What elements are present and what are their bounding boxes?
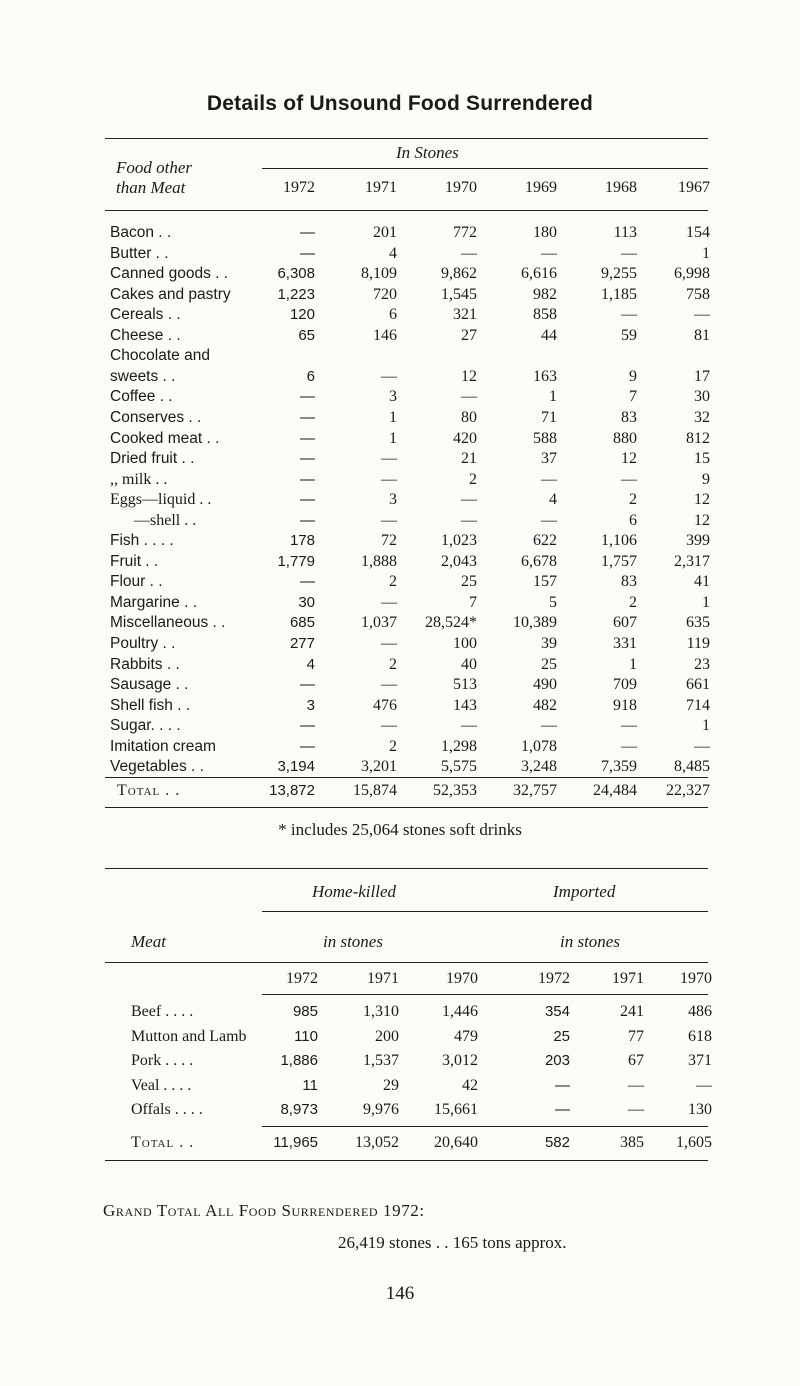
table-cell: 982 (533, 286, 557, 303)
total-cell: 24,484 (593, 782, 637, 799)
table-cell: 8,485 (674, 758, 710, 775)
table-cell: 23 (694, 656, 710, 673)
table-cell: 2 (389, 573, 397, 590)
table-cell: 1,446 (442, 1003, 478, 1020)
table-cell: — (628, 1101, 644, 1118)
table-cell: 1,545 (441, 286, 477, 303)
total-cell: 22,327 (666, 782, 710, 799)
table-cell: 9 (702, 471, 710, 488)
table-cell: 588 (533, 430, 557, 447)
table1-group-header: In Stones (396, 143, 459, 162)
table2-group-rule (262, 911, 708, 912)
table-cell: — (621, 471, 637, 488)
table-cell: 1 (702, 245, 710, 262)
table-cell: 7 (469, 594, 477, 611)
table-cell: 277 (289, 635, 315, 652)
row-label: Cheese . . (110, 327, 181, 344)
table-cell: 714 (686, 697, 710, 714)
table-cell: — (696, 1077, 712, 1094)
row-label: Vegetables . . (110, 758, 204, 775)
table1-year-header: 1970 (445, 179, 477, 196)
table-cell: — (461, 388, 477, 405)
table-cell: 15 (694, 450, 710, 467)
table-cell: 9,255 (601, 265, 637, 282)
table-cell: 482 (533, 697, 557, 714)
table-cell: 2 (629, 594, 637, 611)
table2-imported-header: Imported (553, 882, 616, 901)
table-cell: 3 (389, 388, 397, 405)
table-cell: — (555, 1077, 570, 1094)
table-cell: — (300, 471, 315, 488)
table-cell: 1 (389, 409, 397, 426)
table-cell: 1,886 (280, 1052, 318, 1069)
table2-total-rule (262, 1126, 708, 1127)
table-cell: 4 (549, 491, 557, 508)
grand-total-line2: 26,419 stones . . 165 tons approx. (338, 1233, 567, 1252)
row-label: Dried fruit . . (110, 450, 195, 467)
table-cell: 8,973 (280, 1101, 318, 1118)
table-cell: 1,078 (521, 738, 557, 755)
table-cell: 12 (621, 450, 637, 467)
table-cell: 720 (373, 286, 397, 303)
table-cell: 25 (461, 573, 477, 590)
table-cell: 157 (533, 573, 557, 590)
table-cell: 918 (613, 697, 637, 714)
table-cell: — (300, 738, 315, 755)
table-cell: 420 (453, 430, 477, 447)
table-cell: 120 (289, 306, 315, 323)
table-row (0, 758, 800, 782)
table-cell: 6 (629, 512, 637, 529)
table-cell: 146 (373, 327, 397, 344)
table-cell: 83 (621, 409, 637, 426)
row-label: Fruit . . (110, 553, 159, 570)
table-cell: 4 (306, 656, 315, 673)
table-cell: 6 (306, 368, 315, 385)
table-cell: 119 (686, 635, 710, 652)
table-cell: 622 (533, 532, 557, 549)
table-cell: 4 (389, 245, 397, 262)
table-cell: 178 (289, 532, 315, 549)
table-cell: 241 (620, 1003, 644, 1020)
table2-unit-home: in stones (323, 932, 383, 951)
table-cell: 3,248 (521, 758, 557, 775)
row-label: Rabbits . . (110, 656, 180, 673)
table-cell: 59 (621, 327, 637, 344)
row-label: Fish . . . . (110, 532, 174, 549)
table-cell: 29 (383, 1077, 399, 1094)
table-cell: 1,779 (277, 553, 315, 570)
table-cell: 113 (613, 224, 637, 241)
table-cell: — (694, 306, 710, 323)
table-cell: 635 (686, 614, 710, 631)
table-cell: 2 (629, 491, 637, 508)
table-cell: 80 (461, 409, 477, 426)
table-cell: 25 (553, 1028, 570, 1045)
table-cell: 130 (688, 1101, 712, 1118)
table1-year-header: 1971 (365, 179, 397, 196)
table-cell: 2 (389, 656, 397, 673)
table-cell: 3,012 (442, 1052, 478, 1069)
table-cell: 6,308 (277, 265, 315, 282)
table-cell: 110 (294, 1028, 318, 1045)
page-number: 146 (385, 1283, 415, 1304)
table-cell: 758 (686, 286, 710, 303)
table2-unit-imported: in stones (560, 932, 620, 951)
table-cell: 25 (541, 656, 557, 673)
table-cell: 37 (541, 450, 557, 467)
table-cell: 6,998 (674, 265, 710, 282)
table2-bottom-rule (105, 1160, 708, 1161)
table-cell: — (300, 409, 315, 426)
table-cell: 42 (462, 1077, 478, 1094)
table-cell: 618 (688, 1028, 712, 1045)
row-label: Cooked meat . . (110, 430, 220, 447)
table-cell: 8,109 (361, 265, 397, 282)
table-cell: 3 (306, 697, 315, 714)
row-label: Canned goods . . (110, 265, 229, 282)
table-cell: 163 (533, 368, 557, 385)
row-label: Mutton and Lamb (131, 1028, 247, 1045)
table-row (0, 1003, 800, 1027)
table-cell: 1,223 (277, 286, 315, 303)
table-cell: 12 (694, 491, 710, 508)
table-cell: — (541, 471, 557, 488)
table-cell: 1,185 (601, 286, 637, 303)
table-cell: 2 (469, 471, 477, 488)
table-cell: 685 (289, 614, 315, 631)
table-cell: 44 (541, 327, 557, 344)
table-cell: 1,023 (441, 532, 477, 549)
table-cell: 9,862 (441, 265, 477, 282)
table-cell: 5,575 (441, 758, 477, 775)
table-cell: — (541, 512, 557, 529)
table-cell: 331 (613, 635, 637, 652)
table2-year-rule (262, 994, 708, 995)
table-cell: 772 (453, 224, 477, 241)
table-cell: 81 (694, 327, 710, 344)
table-cell: 154 (686, 224, 710, 241)
table2-col-header: Meat (131, 932, 166, 951)
table2-year-header: 1970 (446, 970, 478, 987)
table-cell: 27 (461, 327, 477, 344)
total-cell: 385 (620, 1134, 644, 1151)
table-row (0, 1077, 800, 1101)
table-cell: — (541, 717, 557, 734)
table-cell: — (621, 717, 637, 734)
table-cell: 9 (629, 368, 637, 385)
total-cell: 32,757 (513, 782, 557, 799)
table-cell: 3 (389, 491, 397, 508)
table-cell: 83 (621, 573, 637, 590)
row-label: Pork . . . . (131, 1052, 194, 1069)
table-cell: — (621, 245, 637, 262)
table-cell: 479 (454, 1028, 478, 1045)
table1-year-header: 1967 (678, 179, 710, 196)
table-cell: 3,194 (277, 758, 315, 775)
table-cell: 143 (453, 697, 477, 714)
row-label: ,, milk . . (110, 471, 168, 488)
table-cell: — (555, 1101, 570, 1118)
table-cell: 476 (373, 697, 397, 714)
table-cell: 10,389 (513, 614, 557, 631)
table-row (0, 1101, 800, 1125)
table2-year-header: 1971 (367, 970, 399, 987)
table-cell: — (541, 245, 557, 262)
table-cell: 71 (541, 409, 557, 426)
table2-home-killed-header: Home-killed (312, 882, 397, 901)
table-cell: 1 (702, 717, 710, 734)
table-cell: 1 (389, 430, 397, 447)
table-cell: — (381, 594, 397, 611)
table-cell: 5 (549, 594, 557, 611)
total-cell: 20,640 (434, 1134, 478, 1151)
row-label: Conserves . . (110, 409, 202, 426)
table1-total-rule (105, 777, 708, 778)
table-cell: — (461, 717, 477, 734)
table-cell: 12 (694, 512, 710, 529)
table-cell: — (300, 245, 315, 262)
table-cell: — (300, 491, 315, 508)
table-cell: — (381, 676, 397, 693)
table-cell: — (621, 738, 637, 755)
table-cell: — (461, 491, 477, 508)
table-cell: 399 (686, 532, 710, 549)
table-row (0, 1052, 800, 1076)
table-cell: — (461, 512, 477, 529)
total-cell: 13,872 (269, 782, 315, 799)
table-cell: 41 (694, 573, 710, 590)
table-cell: 6,616 (521, 265, 557, 282)
total-cell: 582 (544, 1134, 570, 1151)
row-label: Flour . . (110, 573, 163, 590)
table1-year-header: 1969 (525, 179, 557, 196)
table-cell: — (300, 450, 315, 467)
row-label: Shell fish . . (110, 697, 191, 714)
table-cell: — (381, 512, 397, 529)
row-label: Beef . . . . (131, 1003, 194, 1020)
table-cell: 12 (461, 368, 477, 385)
row-label: Sugar. . . . (110, 717, 181, 734)
total-cell: 15,874 (353, 782, 397, 799)
table-row (0, 1028, 800, 1052)
total-label: Total . . (117, 782, 181, 799)
table-cell: 486 (688, 1003, 712, 1020)
table1-year-header: 1968 (605, 179, 637, 196)
row-label: Bacon . . (110, 224, 172, 241)
total-cell: 1,605 (676, 1134, 712, 1151)
table-cell: 7 (629, 388, 637, 405)
table-cell: — (381, 635, 397, 652)
row-label: Sausage . . (110, 676, 189, 693)
row-label: Veal . . . . (131, 1077, 192, 1094)
table1-footnote: * includes 25,064 stones soft drinks (278, 820, 522, 839)
table-cell: 65 (298, 327, 315, 344)
table-cell: 67 (628, 1052, 644, 1069)
table-cell: 9,976 (363, 1101, 399, 1118)
grand-total-line1: Grand Total All Food Surrendered 1972: (103, 1201, 425, 1220)
table-cell: 858 (533, 306, 557, 323)
table1-top-rule (105, 138, 708, 139)
row-label: Cakes and pastry (110, 286, 231, 303)
table-cell: — (300, 430, 315, 447)
table-cell: 1,298 (441, 738, 477, 755)
row-label: Cereals . . (110, 306, 181, 323)
table-cell: — (381, 717, 397, 734)
table-cell: 709 (613, 676, 637, 693)
total-row (0, 1134, 800, 1158)
table-cell: 72 (381, 532, 397, 549)
table2-header-rule (105, 962, 708, 963)
total-cell: 13,052 (355, 1134, 399, 1151)
table-cell: 6 (389, 306, 397, 323)
table-cell: 513 (453, 676, 477, 693)
table-cell: 354 (544, 1003, 570, 1020)
table-cell: 1 (549, 388, 557, 405)
table-cell: 201 (373, 224, 397, 241)
table-cell: 7,359 (601, 758, 637, 775)
table-cell: 2,317 (674, 553, 710, 570)
page-title: Details of Unsound Food Surrendered (206, 92, 594, 115)
total-row (0, 782, 800, 806)
table-cell: 30 (694, 388, 710, 405)
table-cell: 15,661 (434, 1101, 478, 1118)
table1-header-rule (105, 210, 708, 211)
table-cell: — (461, 245, 477, 262)
table-cell: — (381, 450, 397, 467)
table-cell: — (381, 368, 397, 385)
table2-top-rule (105, 868, 708, 869)
table-cell: — (621, 306, 637, 323)
table-cell: 1 (629, 656, 637, 673)
table-cell: 77 (628, 1028, 644, 1045)
table-cell: 3,201 (361, 758, 397, 775)
table-cell: 490 (533, 676, 557, 693)
row-label: —shell . . (134, 512, 197, 529)
row-label: Butter . . (110, 245, 169, 262)
table-cell: 1,310 (363, 1003, 399, 1020)
row-label: sweets . . (110, 368, 176, 385)
table1-year-header: 1972 (283, 179, 315, 196)
table-cell: 100 (453, 635, 477, 652)
table1-col-header-line2: than Meat (116, 178, 186, 197)
table-cell: 607 (613, 614, 637, 631)
table-cell: 661 (686, 676, 710, 693)
table-cell: 200 (375, 1028, 399, 1045)
table-cell: 28,524* (425, 614, 477, 631)
table1-col-header-line1: Food other (116, 158, 193, 177)
table-cell: 30 (298, 594, 315, 611)
table-cell: 21 (461, 450, 477, 467)
row-label: Margarine . . (110, 594, 198, 611)
table-cell: — (300, 573, 315, 590)
row-label: Coffee . . (110, 388, 173, 405)
table-cell: 11 (302, 1077, 318, 1094)
row-label: Eggs—liquid . . (110, 491, 212, 508)
table-cell: — (300, 512, 315, 529)
table-cell: 1,757 (601, 553, 637, 570)
table-cell: — (300, 224, 315, 241)
table-cell: — (300, 388, 315, 405)
row-label: Poultry . . (110, 635, 176, 652)
table-cell: 17 (694, 368, 710, 385)
row-label: Imitation cream (110, 738, 216, 755)
table-cell: 985 (292, 1003, 318, 1020)
table-cell: 2,043 (441, 553, 477, 570)
table2-year-header: 1972 (286, 970, 318, 987)
table-cell: 1,106 (601, 532, 637, 549)
table-cell: 880 (613, 430, 637, 447)
table-cell: 32 (694, 409, 710, 426)
table2-year-header: 1971 (612, 970, 644, 987)
table2-year-header: 1972 (538, 970, 570, 987)
table2-year-header: 1970 (680, 970, 712, 987)
table-cell: 812 (686, 430, 710, 447)
table-cell: 1,888 (361, 553, 397, 570)
table-cell: 203 (544, 1052, 570, 1069)
table-cell: 180 (533, 224, 557, 241)
table-cell: 371 (688, 1052, 712, 1069)
row-label: Offals . . . . (131, 1101, 203, 1118)
total-cell: 11,965 (273, 1134, 318, 1151)
table-cell: 2 (389, 738, 397, 755)
table-cell: 6,678 (521, 553, 557, 570)
table-cell: 39 (541, 635, 557, 652)
total-label: Total . . (131, 1134, 195, 1151)
table-cell: 1,537 (363, 1052, 399, 1069)
table1-bottom-rule (105, 807, 708, 808)
table1-group-rule (262, 168, 708, 169)
table-cell: 321 (453, 306, 477, 323)
table-cell: 1,037 (361, 614, 397, 631)
table-cell: — (628, 1077, 644, 1094)
table-cell: 1 (702, 594, 710, 611)
row-label: Chocolate and (110, 347, 210, 364)
total-cell: 52,353 (433, 782, 477, 799)
table-cell: — (300, 676, 315, 693)
table-cell: — (300, 717, 315, 734)
row-label: Miscellaneous . . (110, 614, 226, 631)
table-cell: — (694, 738, 710, 755)
table-cell: 40 (461, 656, 477, 673)
table-cell: — (381, 471, 397, 488)
